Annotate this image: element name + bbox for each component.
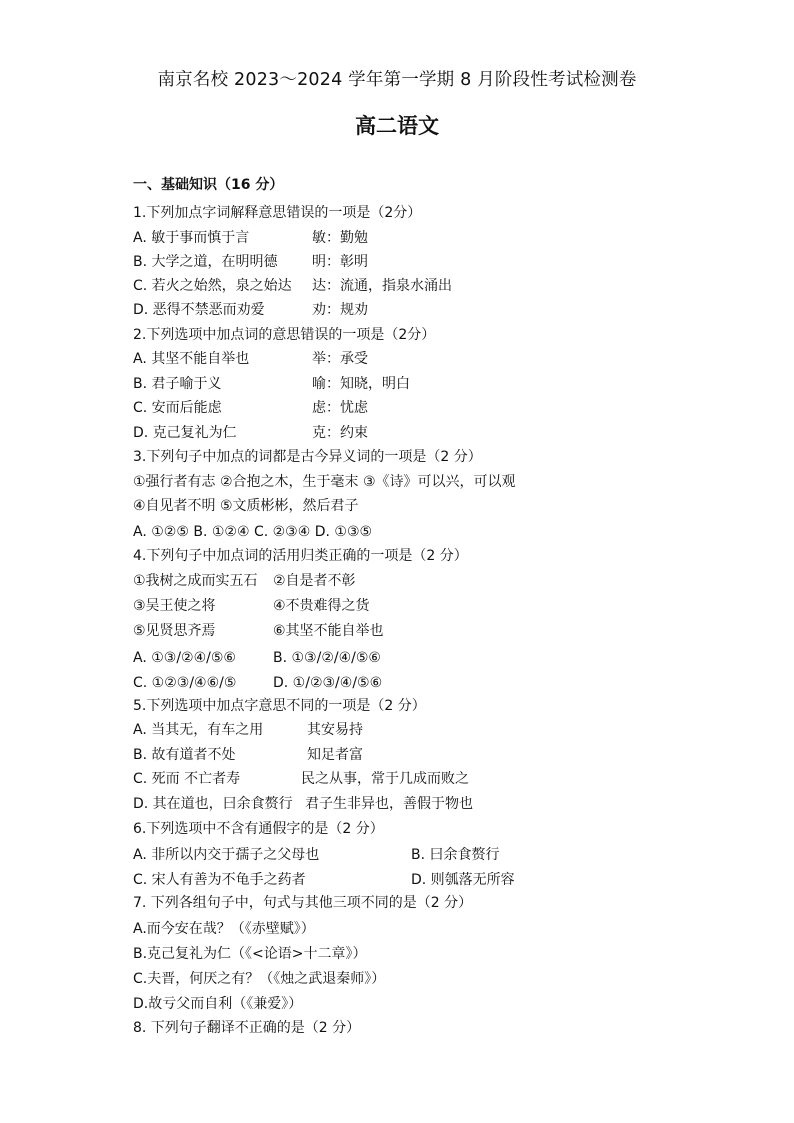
question-7-option-b: B.克己复礼为仁（《<论语>十二章》） — [133, 946, 367, 962]
item-text: ④不贵难得之货 — [273, 598, 370, 614]
question-4-options-row-2 — [133, 674, 383, 692]
question-6-options-row-2 — [133, 871, 515, 889]
question-6-options-row-1 — [133, 846, 500, 864]
option-text: A. 非所以内交于孺子之父母也 — [133, 847, 320, 863]
question-5-stem: 5.下列选项中加点字意思不同的一项是（2 分） — [133, 698, 426, 714]
exam-title: 南京名校 2023～2024 学年第一学期 8 月阶段性考试检测卷 — [157, 70, 637, 90]
item-text: ①我树之成而实五石 — [133, 573, 258, 589]
question-7-option-a: A.而今安在哉？（《赤壁赋》） — [133, 921, 315, 937]
question-5-option-a — [133, 721, 363, 739]
question-7-option-d: D.故亏父而自利（《兼爱》） — [133, 996, 303, 1012]
option-text: D. 其在道也，曰余食赘行 — [133, 796, 293, 812]
question-6-stem: 6.下列选项中不含有通假字的是（2 分） — [133, 821, 384, 837]
question-3-items-line-1: ①强行者有志 ②合抱之木，生于毫末 ③《诗》可以兴，可以观 — [133, 474, 516, 490]
section-heading: 一、基础知识（16 分） — [133, 177, 284, 193]
question-8-stem: 8. 下列句子翻译不正确的是（2 分） — [133, 1020, 361, 1036]
option-text: 其安易持 — [307, 722, 363, 738]
option-gloss: 喻：知晓，明白 — [312, 376, 410, 392]
item-text: ⑥其坚不能自举也 — [273, 623, 384, 639]
option-text: C. 安而后能虑 — [133, 400, 222, 416]
option-text: C. ①②③/④⑥/⑤ — [133, 675, 237, 691]
question-7-stem: 7. 下列各组句子中，句式与其他三项不同的是（2 分） — [133, 895, 473, 911]
option-text: B. 君子喻于义 — [133, 376, 222, 392]
option-gloss: 举：承受 — [312, 351, 368, 367]
option-text: B. 大学之道，在明明德 — [133, 254, 278, 270]
option-text: B. 故有道者不处 — [133, 747, 236, 763]
option-text: D. ①/②③/④/⑤⑥ — [273, 675, 383, 691]
question-7-option-c: C.夫晋，何厌之有？（《烛之武退秦师》） — [133, 971, 386, 987]
option-text: D. 恶得不禁恶而劝爱 — [133, 302, 265, 318]
question-1-option-b — [133, 253, 368, 271]
question-1-option-a — [133, 229, 368, 247]
option-text: D. 则瓠落无所容 — [411, 872, 515, 888]
option-gloss: 虑：忧虑 — [312, 400, 368, 416]
option-text: A. 敏于事而慎于言 — [133, 230, 250, 246]
option-gloss: 劝：规劝 — [312, 302, 368, 318]
option-text: C. 若火之始然，泉之始达 — [133, 278, 292, 294]
item-text: ③吴王使之将 — [133, 598, 216, 614]
option-text: C. 死而 不亡者寿 — [133, 771, 241, 787]
option-text: A. 其坚不能自举也 — [133, 351, 250, 367]
option-text: D. 克己复礼为仁 — [133, 425, 237, 441]
option-gloss: 敏：勤勉 — [312, 230, 368, 246]
question-4-options-row-1 — [133, 649, 381, 667]
question-4-stem: 4.下列句子中加点词的活用归类正确的一项是（2 分） — [133, 548, 468, 564]
question-1-option-d — [133, 301, 368, 319]
option-gloss: 克：约束 — [312, 425, 368, 441]
question-1-stem: 1.下列加点字词解释意思错误的一项是（2分） — [133, 205, 422, 221]
question-5-option-d — [133, 795, 473, 813]
option-text: 知足者富 — [307, 747, 363, 763]
option-gloss: 达：流通，指泉水涌出 — [312, 278, 452, 294]
option-text: C. 宋人有善为不龟手之药者 — [133, 872, 306, 888]
option-text: B. 曰余食赘行 — [411, 847, 500, 863]
question-4-items-row-1 — [133, 572, 356, 590]
question-5-option-b — [133, 746, 363, 764]
question-2-option-b — [133, 375, 410, 393]
subject-title: 高二语文 — [355, 114, 439, 138]
question-3-options: A. ①②⑤ B. ①②④ C. ②③④ D. ①③⑤ — [133, 524, 373, 540]
option-gloss: 明：彰明 — [312, 254, 368, 270]
question-4-items-row-2 — [133, 597, 370, 615]
question-2-option-c — [133, 399, 368, 417]
question-1-option-c — [133, 277, 452, 295]
question-3-stem: 3.下列句子中加点的词都是古今异义词的一项是（2 分） — [133, 449, 482, 465]
question-2-option-a — [133, 350, 368, 368]
question-3-items-line-2: ④自见者不明 ⑤文质彬彬，然后君子 — [133, 498, 359, 514]
item-text: ⑤见贤思齐焉 — [133, 623, 216, 639]
question-2-stem: 2.下列选项中加点词的意思错误的一项是（2分） — [133, 327, 436, 343]
option-text: 君子生非异也，善假于物也 — [305, 796, 473, 812]
option-text: 民之从事，常于几成而败之 — [301, 771, 469, 787]
question-2-option-d — [133, 424, 368, 442]
question-5-option-c — [133, 770, 469, 788]
option-text: A. 当其无，有车之用 — [133, 722, 264, 738]
question-4-items-row-3 — [133, 622, 384, 640]
option-text: A. ①③/②④/⑤⑥ — [133, 650, 236, 666]
item-text: ②自是者不彰 — [273, 573, 356, 589]
option-text: B. ①③/②/④/⑤⑥ — [273, 650, 381, 666]
